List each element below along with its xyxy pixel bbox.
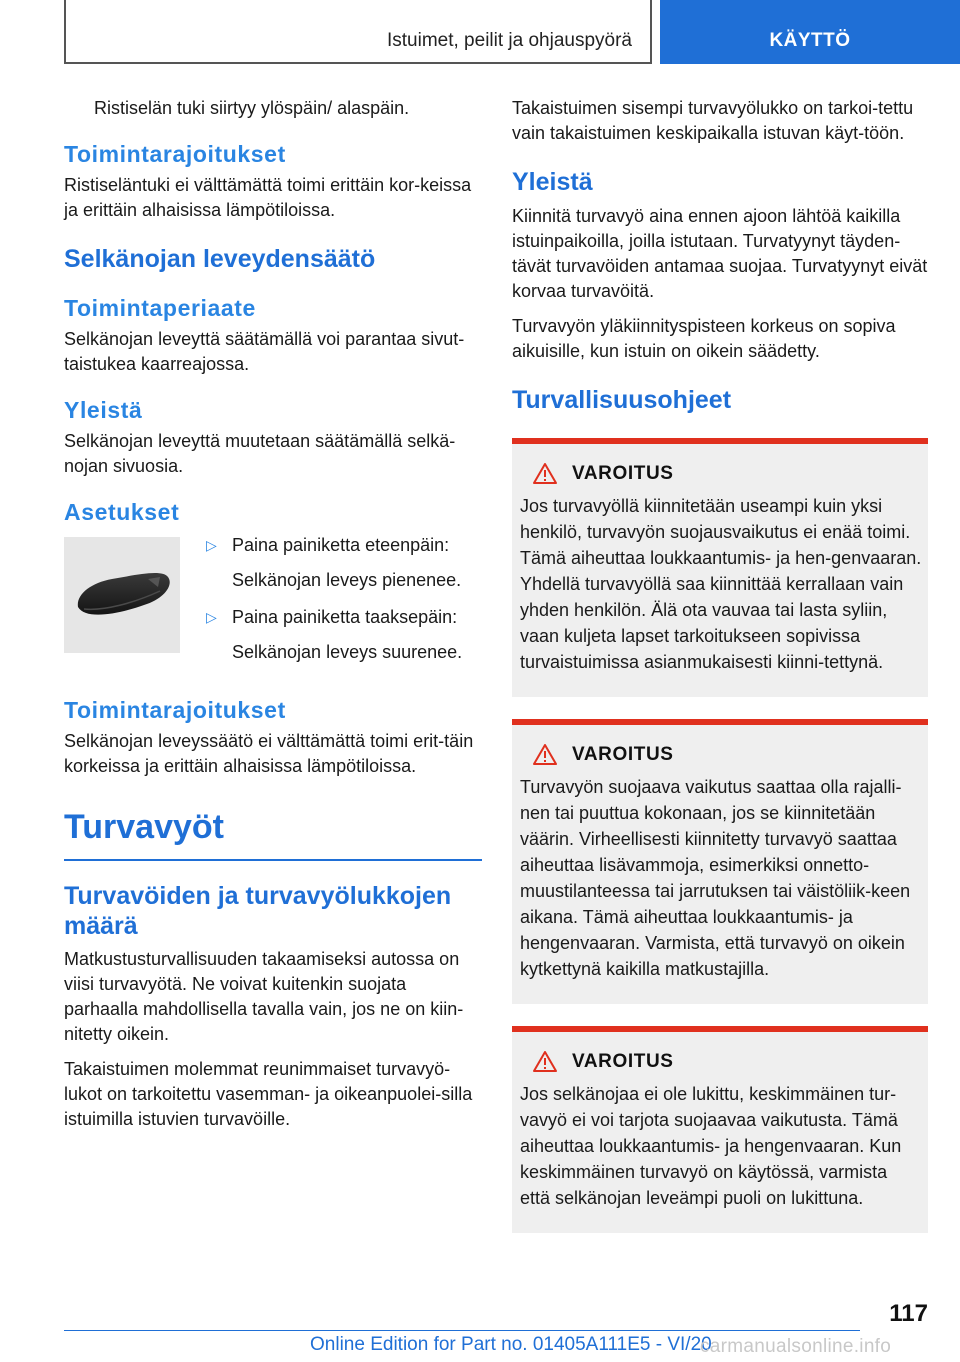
warning-text: Jos turvavyöllä kiinnitetään useampi kuin yksi henkilö, turvavyön suojausvaikutus ei enää toimi. Tämä aiheuttaa loukkaantumis- ja hen-genvaaran. Yhdellä turvavyöllä saa kiinnittää kerrallaan vain yhden henkilön. Älä ota vauvaa tai lasta syliin, vaan kuljeta lapset tarkoitukseen sopivissa turvaistuimissa asianmukaisesti kiinni-tettynä. — [520, 496, 922, 672]
warning-box-1 — [512, 438, 928, 697]
warning-header — [532, 462, 922, 485]
warning-triangle-icon — [532, 1050, 558, 1073]
settings-list — [194, 533, 462, 677]
warning-title: VAROITUS — [572, 462, 674, 484]
page-number: 117 — [889, 1300, 928, 1327]
warning-header — [532, 1050, 922, 1073]
heading-general-right: Yleistä — [512, 168, 593, 196]
limits-1-text: Ristiseläntuki ei välttämättä toimi erittäin kor-keissa ja erittäin alhaisissa lämpötiloissa. — [64, 175, 472, 220]
warning-triangle-icon — [532, 462, 558, 485]
warning-title: VAROITUS — [572, 743, 674, 765]
warning-box-3 — [512, 1026, 928, 1233]
general-right-text-2: Turvavyön yläkiinnityspisteen korkeus on sopiva aikuisille, kun istuin on oikein säädetty. — [512, 316, 896, 361]
rear-center-lock-text: Takaistuimen sisempi turvavyölukko on tarkoi-tettu vain takaistuimen keskipaikalla istuvan käyt-töön. — [512, 98, 914, 143]
bullet-action: Paina painiketta eteenpäin: — [232, 535, 450, 555]
heading-safety: Turvallisuusohjeet — [512, 386, 732, 414]
warning-text: Turvavyön suojaava vaikutus saattaa olla rajalli-nen tai puuttua kokonaan, jos se kiinnitetään väärin. Virheellisesti kiinnitetty turvavyö saattaa aiheuttaa lisävammoja, esimerkiksi onnetto-muustilanteessa tai jarrutuksen tai väistöliik-keen aikana. Tämä aiheuttaa loukkaantumis- ja hengenvaaran. Varmista, että turvavyö on oikein kytkettynä kaikilla matkustajilla. — [520, 777, 911, 979]
bullet-result: Selkänojan leveys pienenee. — [232, 570, 462, 590]
triangle-right-icon: ▷ — [206, 537, 217, 553]
right-column — [512, 96, 928, 1233]
heading-limits-2: Toimintarajoitukset — [64, 697, 286, 723]
heading-principle: Toimintaperiaate — [64, 295, 256, 321]
edition-text: Online Edition for Part no. 01405A111E5 - VI/20 — [310, 1334, 712, 1355]
seat-width-button-image — [64, 537, 180, 653]
left-column — [64, 96, 482, 1142]
page-header — [0, 0, 960, 66]
heading-belt-count: Turvavöiden ja turvavyölukkojen määrä — [64, 882, 452, 940]
warning-title: VAROITUS — [572, 1050, 674, 1072]
chapter-title: KÄYTTÖ — [769, 30, 851, 51]
warning-triangle-icon — [532, 743, 558, 766]
bullet-result: Selkänojan leveys suurenee. — [232, 642, 463, 662]
heading-settings: Asetukset — [64, 499, 180, 525]
chapter-tab — [660, 0, 960, 64]
bullet-action: Paina painiketta taaksepäin: — [232, 607, 458, 627]
heading-limits-1: Toimintarajoitukset — [64, 141, 286, 167]
heading-backrest-width: Selkänojan leveydensäätö — [64, 245, 376, 273]
intro-text: Ristiselän tuki siirtyy ylöspäin/ alaspäin. — [94, 98, 410, 118]
list-item — [194, 605, 462, 665]
section-tab — [64, 0, 652, 64]
heading-seat-belts: Turvavyöt — [64, 805, 482, 861]
watermark: carmanualsonline.info — [700, 1336, 892, 1357]
warning-header — [532, 743, 922, 766]
warning-box-2 — [512, 719, 928, 1004]
belt-count-text-2: Takaistuimen molemmat reunimmaiset turvavyö-lukot on tarkoitettu vasemman- ja oikeanpuolei-silla istuimilla istuvien turvavöille. — [64, 1059, 473, 1129]
heading-general-left: Yleistä — [64, 397, 143, 423]
general-left-text: Selkänojan leveyttä muutetaan säätämällä selkä-nojan sivuosia. — [64, 431, 456, 476]
triangle-right-icon: ▷ — [206, 609, 217, 625]
list-item — [194, 533, 462, 593]
principle-text: Selkänojan leveyttä säätämällä voi parantaa sivut-taistukea kaarreajossa. — [64, 329, 465, 374]
section-title: Istuimet, peilit ja ohjauspyörä — [386, 30, 632, 51]
general-right-text-1: Kiinnitä turvavyö aina ennen ajoon lähtöä kaikilla istuinpaikoilla, joilla istutaan. Turvatyynyt täyden-tävät turvavöiden antamaa suojaa. Turvatyynyt eivät korvaa turvavöitä. — [512, 206, 928, 301]
settings-block — [64, 537, 482, 677]
warning-text: Jos selkänojaa ei ole lukittu, keskimmäinen tur-vavyö ei voi tarjota suojaavaa vaikutusta. Tämä aiheuttaa loukkaantumis- ja hengenvaaran. Kun keskimmäinen turvavyö on käytössä, varmista että selkänojan leveämpi puoli on lukittuna. — [520, 1084, 902, 1208]
limits-2-text: Selkänojan leveyssäätö ei välttämättä toimi erit-täin korkeissa ja erittäin alhaisissa lämpötiloissa. — [64, 731, 474, 776]
footer-divider — [64, 1330, 860, 1331]
belt-count-text-1: Matkustusturvallisuuden takaamiseksi autossa on viisi turvavyötä. Ne voivat kuitenkin suojata parhaalla mahdollisella tavalla vain, jos ne on kiin-nitetty oikein. — [64, 949, 464, 1044]
